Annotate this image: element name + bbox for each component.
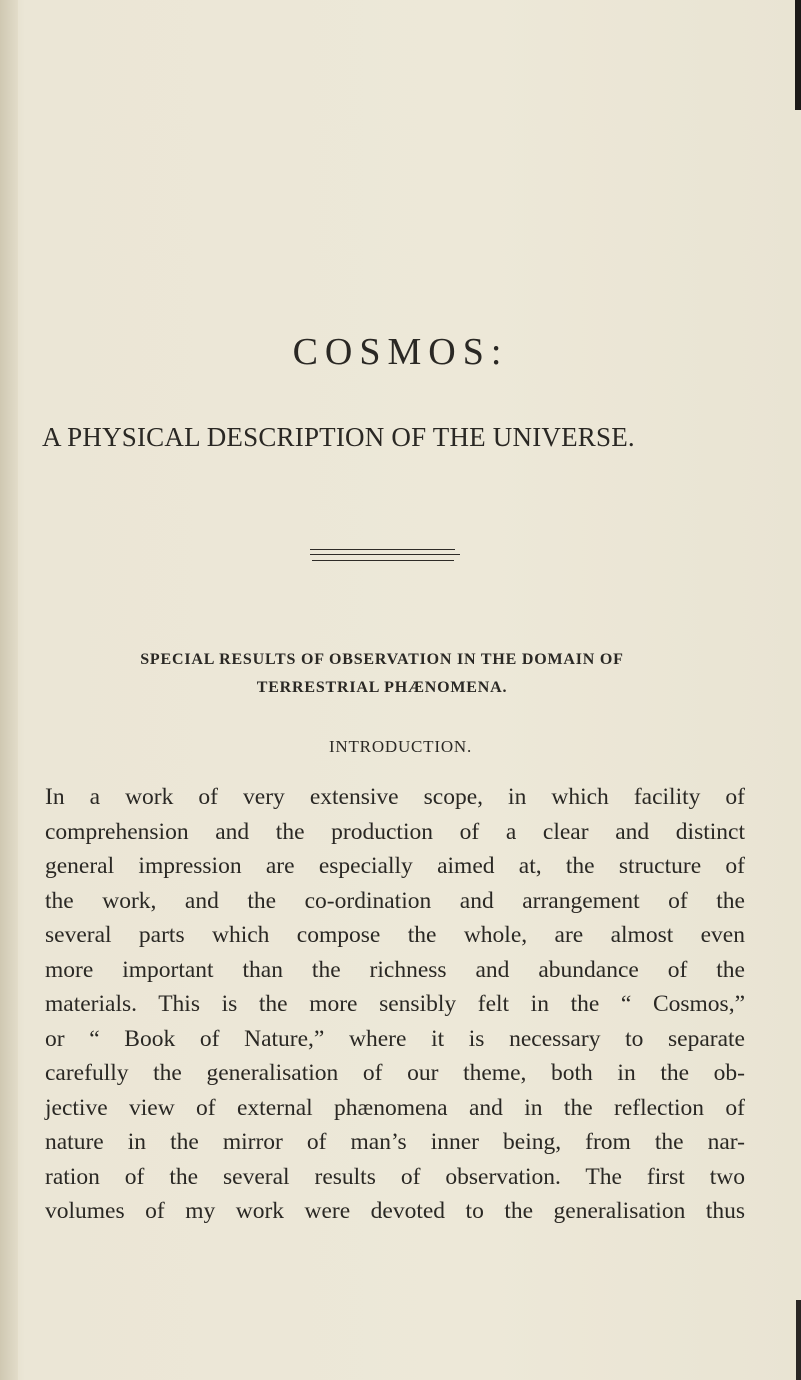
section-heading-line-2: TERRESTRIAL PHÆNOMENA.	[256, 679, 508, 696]
section-heading-line-1: SPECIAL RESULTS OF OBSERVATION IN THE DOMAIN OF	[140, 651, 624, 668]
body-line: jective view of external phænomena and in the reflection of	[45, 1094, 745, 1121]
page-edge-shadow-top	[795, 0, 801, 110]
page-gutter	[0, 0, 18, 1380]
body-line: materials. This is the more sensibly felt in the “ Cosmos,”	[45, 991, 745, 1017]
section-heading	[42, 646, 722, 702]
introduction-heading: INTRODUCTION.	[328, 737, 473, 756]
body-line: more important than the richness and abundance of the	[45, 956, 745, 983]
body-line: nature in the mirror of man’s inner being, from the nar-	[45, 1129, 745, 1155]
body-line: In a work of very extensive scope, in which facility of	[45, 784, 745, 810]
body-line: the work, and the co-ordination and arrangement of the	[45, 887, 745, 914]
body-line: comprehension and the production of a clear and distinct	[45, 818, 745, 845]
decorative-rule	[310, 549, 455, 550]
decorative-rule	[310, 554, 460, 555]
body-paragraph	[45, 780, 745, 1229]
page-edge-shadow-bottom	[796, 1300, 801, 1380]
decorative-rule	[312, 560, 454, 561]
body-line: several parts which compose the whole, are almost even	[45, 922, 745, 948]
book-subtitle: A PHYSICAL DESCRIPTION OF THE UNIVERSE.	[42, 422, 635, 452]
body-line: general impression are especially aimed at, the structure of	[45, 853, 745, 879]
body-line: carefully the generalisation of our theme, both in the ob-	[45, 1060, 745, 1086]
body-line: volumes of my work were devoted to the generalisation thus	[45, 1198, 745, 1224]
body-line: or “ Book of Nature,” where it is necessary to separate	[45, 1025, 745, 1052]
book-title: COSMOS:	[292, 331, 509, 373]
body-line: ration of the several results of observation. The first two	[45, 1163, 745, 1190]
